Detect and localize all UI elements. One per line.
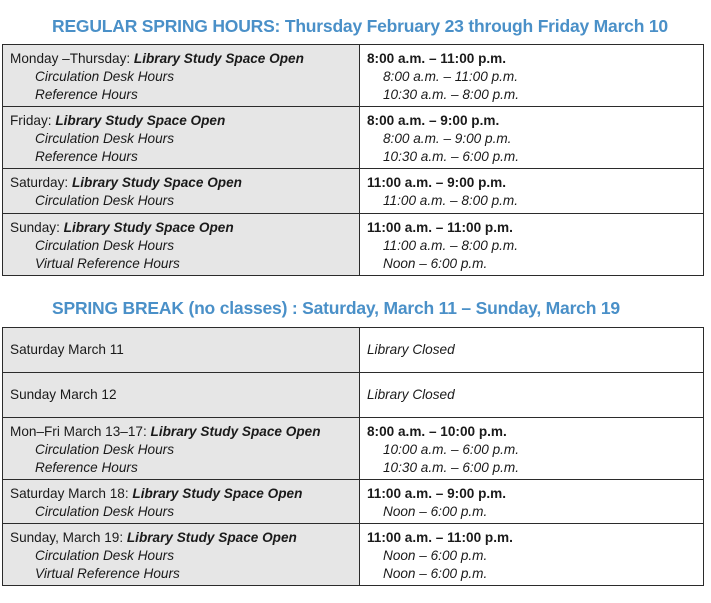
reference-label: Reference Hours bbox=[35, 460, 138, 475]
circulation-hours: 8:00 a.m. – 9:00 p.m. bbox=[383, 131, 512, 146]
day-cell bbox=[3, 418, 360, 480]
day-label: Friday: bbox=[10, 113, 56, 128]
circulation-hours: 11:00 a.m. – 8:00 p.m. bbox=[383, 238, 519, 253]
day-label: Sunday March 12 bbox=[10, 387, 117, 402]
study-space-hours: 8:00 a.m. – 11:00 p.m. bbox=[367, 51, 507, 66]
virtual-reference-hours: Noon – 6:00 p.m. bbox=[383, 256, 488, 271]
circulation-hours: 8:00 a.m. – 11:00 p.m. bbox=[383, 69, 519, 84]
hours-cell bbox=[360, 45, 704, 107]
study-space-label: Library Study Space Open bbox=[133, 51, 304, 66]
virtual-reference-label: Virtual Reference Hours bbox=[35, 566, 180, 581]
circulation-label: Circulation Desk Hours bbox=[35, 238, 175, 253]
spring-break-heading: SPRING BREAK (no classes) : Saturday, March 11 – Sunday, March 19 bbox=[52, 298, 620, 318]
reference-hours: 10:30 a.m. – 6:00 p.m. bbox=[383, 460, 520, 475]
day-label: Saturday March 18: bbox=[10, 486, 133, 501]
day-label: Saturday: bbox=[10, 175, 72, 190]
table-row bbox=[3, 107, 704, 169]
spring-break-table bbox=[2, 327, 704, 586]
day-label: Monday –Thursday: bbox=[10, 51, 134, 66]
table-row bbox=[3, 214, 704, 276]
day-label: Mon–Fri March 13–17: bbox=[10, 424, 151, 439]
closed-status: Library Closed bbox=[367, 342, 455, 357]
table-row bbox=[3, 45, 704, 107]
table-row bbox=[3, 169, 704, 214]
regular-hours-table bbox=[2, 44, 704, 276]
hours-cell bbox=[360, 169, 704, 214]
table-row bbox=[3, 328, 704, 373]
study-space-label: Library Study Space Open bbox=[55, 113, 226, 128]
table-row bbox=[3, 480, 704, 524]
virtual-reference-label: Virtual Reference Hours bbox=[35, 256, 180, 271]
day-cell bbox=[3, 169, 360, 214]
hours-cell bbox=[360, 214, 704, 276]
hours-cell bbox=[360, 524, 704, 586]
circulation-label: Circulation Desk Hours bbox=[35, 504, 175, 519]
table-row bbox=[3, 373, 704, 418]
hours-cell bbox=[360, 373, 704, 418]
hours-cell bbox=[360, 480, 704, 524]
reference-hours: 10:30 a.m. – 6:00 p.m. bbox=[383, 149, 520, 164]
closed-status: Library Closed bbox=[367, 387, 455, 402]
circulation-hours: Noon – 6:00 p.m. bbox=[383, 548, 488, 563]
circulation-hours: 10:00 a.m. – 6:00 p.m. bbox=[383, 442, 520, 457]
reference-label: Reference Hours bbox=[35, 87, 138, 102]
study-space-label: Library Study Space Open bbox=[71, 175, 242, 190]
hours-cell bbox=[360, 418, 704, 480]
circulation-label: Circulation Desk Hours bbox=[35, 193, 175, 208]
day-cell bbox=[3, 373, 360, 418]
virtual-reference-hours: Noon – 6:00 p.m. bbox=[383, 566, 488, 581]
study-space-label: Library Study Space Open bbox=[63, 220, 234, 235]
study-space-hours: 11:00 a.m. – 11:00 p.m. bbox=[367, 530, 513, 545]
study-space-hours: 8:00 a.m. – 10:00 p.m. bbox=[367, 424, 507, 439]
reference-label: Reference Hours bbox=[35, 149, 138, 164]
day-cell bbox=[3, 480, 360, 524]
study-space-label: Library Study Space Open bbox=[132, 486, 303, 501]
circulation-label: Circulation Desk Hours bbox=[35, 69, 175, 84]
hours-cell bbox=[360, 328, 704, 373]
day-cell bbox=[3, 107, 360, 169]
hours-cell bbox=[360, 107, 704, 169]
day-label: Sunday, March 19: bbox=[10, 530, 127, 545]
study-space-label: Library Study Space Open bbox=[150, 424, 321, 439]
day-cell bbox=[3, 328, 360, 373]
study-space-hours: 11:00 a.m. – 11:00 p.m. bbox=[367, 220, 513, 235]
table-row bbox=[3, 524, 704, 586]
circulation-hours: Noon – 6:00 p.m. bbox=[383, 504, 488, 519]
circulation-label: Circulation Desk Hours bbox=[35, 442, 175, 457]
day-cell bbox=[3, 214, 360, 276]
regular-hours-heading: REGULAR SPRING HOURS: Thursday February 23 through Friday March 10 bbox=[52, 16, 668, 36]
circulation-label: Circulation Desk Hours bbox=[35, 548, 175, 563]
study-space-hours: 11:00 a.m. – 9:00 p.m. bbox=[367, 486, 507, 501]
circulation-label: Circulation Desk Hours bbox=[35, 131, 175, 146]
study-space-hours: 8:00 a.m. – 9:00 p.m. bbox=[367, 113, 500, 128]
day-cell bbox=[3, 524, 360, 586]
reference-hours: 10:30 a.m. – 8:00 p.m. bbox=[383, 87, 520, 102]
study-space-label: Library Study Space Open bbox=[126, 530, 297, 545]
day-label: Sunday: bbox=[10, 220, 64, 235]
study-space-hours: 11:00 a.m. – 9:00 p.m. bbox=[367, 175, 507, 190]
day-label: Saturday March 11 bbox=[10, 342, 124, 357]
table-row bbox=[3, 418, 704, 480]
day-cell bbox=[3, 45, 360, 107]
circulation-hours: 11:00 a.m. – 8:00 p.m. bbox=[383, 193, 519, 208]
